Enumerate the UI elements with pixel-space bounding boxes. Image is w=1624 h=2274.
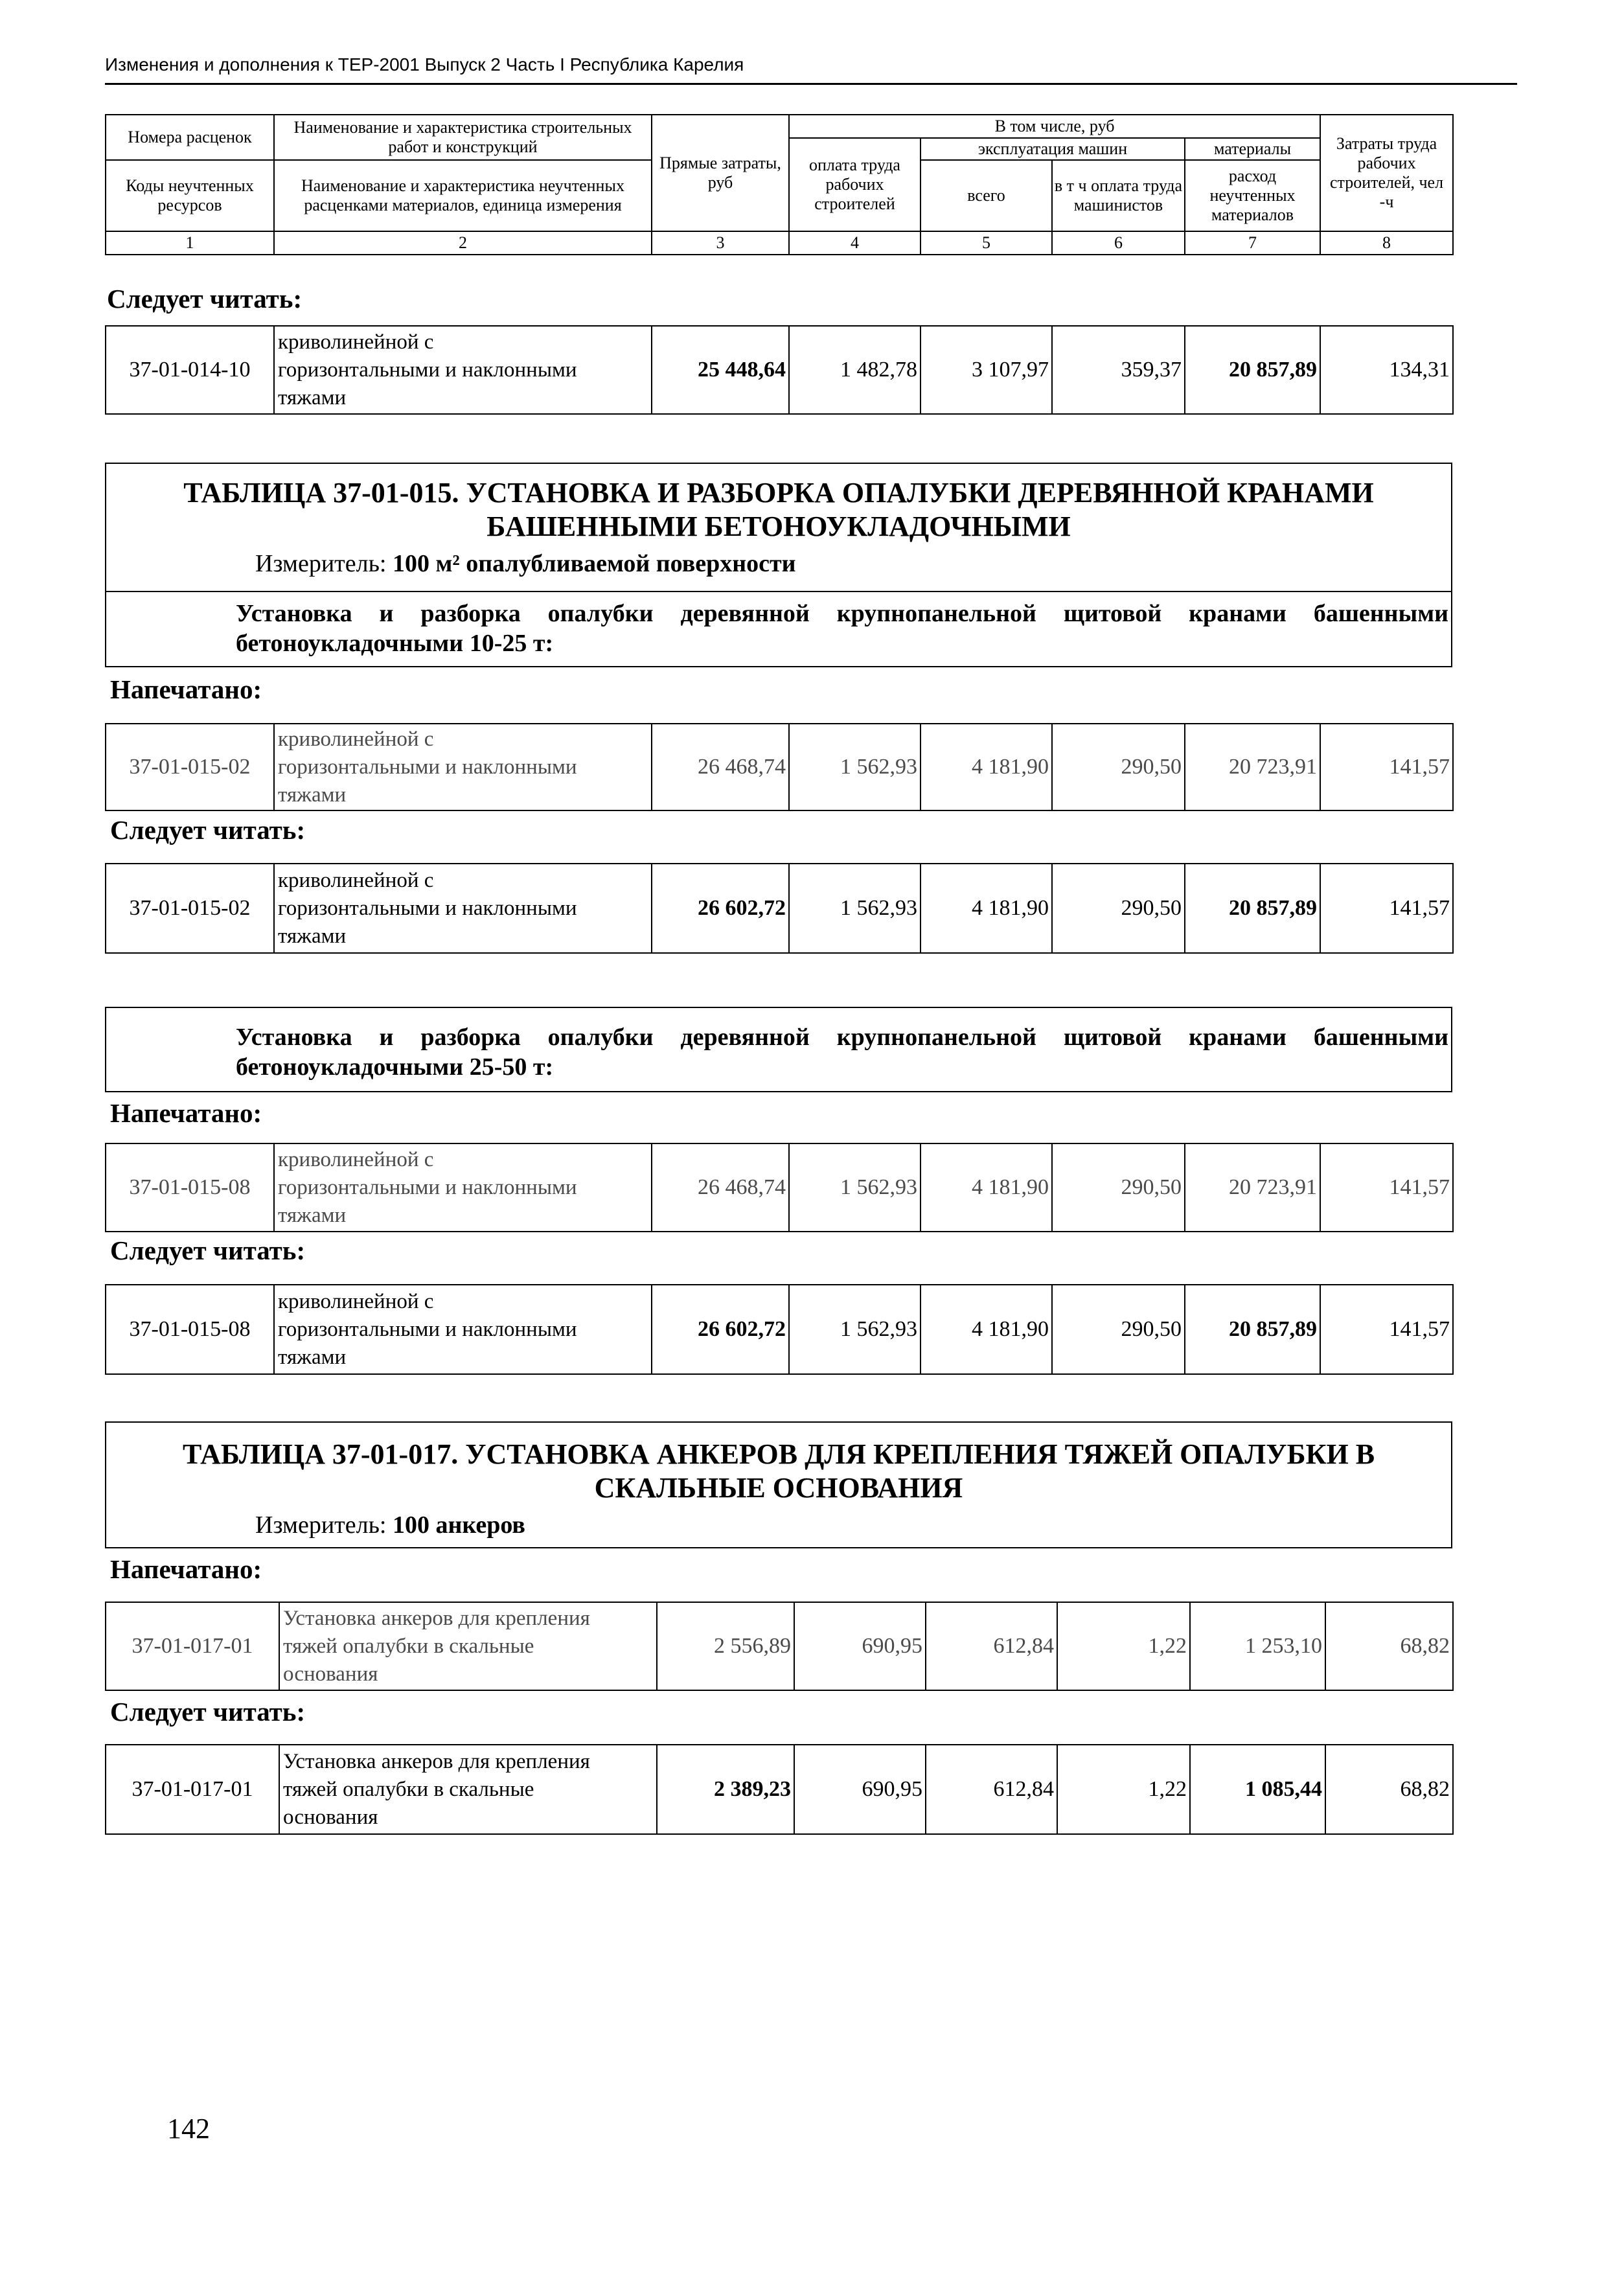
rate-name-line: тяжами xyxy=(278,1345,347,1369)
table-017-heading-box xyxy=(105,1421,1452,1548)
table-015-subtitle-box xyxy=(105,1007,1452,1092)
rate-name xyxy=(279,1602,657,1690)
header-col2-bottom: Наименование и характеристика неучтенных расценками материалов, единица измерения xyxy=(274,160,652,231)
direct-cost: 26 602,72 xyxy=(652,1285,789,1374)
running-head: Изменения и дополнения к ТЕР-2001 Выпуск 2 Часть I Республика Карелия xyxy=(105,54,744,75)
rate-name-line: тяжей опалубки в скальные xyxy=(283,1777,534,1801)
measurer-value: 100 м² опалубливаемой поверхности xyxy=(393,550,796,577)
header-col6: в т ч оплата труда машинистов xyxy=(1052,160,1185,231)
table-015-subtitle-b: Установка и разборка опалубки деревянной крупнопанельной щитовой кранами башенными бетоноукладочными 25-50 т: xyxy=(236,1024,1448,1081)
table-017-title-line1: ТАБЛИЦА 37-01-017. УСТАНОВКА АНКЕРОВ ДЛЯ КРЕПЛЕНИЯ ТЯЖЕЙ ОПАЛУБКИ В xyxy=(182,1438,1375,1470)
labor-hours: 141,57 xyxy=(1320,724,1453,810)
header-num: 6 xyxy=(1052,231,1185,255)
rate-row-017-01-read xyxy=(105,1744,1454,1835)
read-as-label: Следует читать: xyxy=(110,1235,306,1265)
rate-row-014-10 xyxy=(105,325,1454,415)
header-num: 4 xyxy=(789,231,921,255)
rate-name-line: горизонтальными и наклонными xyxy=(278,358,577,382)
operators-wage: 290,50 xyxy=(1052,1143,1185,1232)
rate-name-line: Установка анкеров для крепления xyxy=(283,1749,590,1773)
header-num: 1 xyxy=(106,231,274,255)
operators-wage: 290,50 xyxy=(1052,1285,1185,1374)
rate-name-line: тяжами xyxy=(278,1203,347,1227)
materials-cost: 20 857,89 xyxy=(1185,1285,1320,1374)
rate-row-015-02-printed xyxy=(105,723,1454,811)
labor-wage: 1 482,78 xyxy=(789,326,921,414)
materials-cost: 20 723,91 xyxy=(1185,1143,1320,1232)
materials-cost: 1 253,10 xyxy=(1190,1602,1325,1690)
rate-name-line: тяжами xyxy=(278,385,347,409)
labor-wage: 1 562,93 xyxy=(789,864,921,953)
rate-code: 37-01-014-10 xyxy=(106,326,274,414)
operators-wage: 290,50 xyxy=(1052,724,1185,810)
labor-wage: 1 562,93 xyxy=(789,1285,921,1374)
header-col8: Затраты труда рабочих строителей, чел -ч xyxy=(1320,115,1453,231)
rate-code: 37-01-015-08 xyxy=(106,1143,274,1232)
rate-code: 37-01-017-01 xyxy=(106,1745,279,1834)
materials-cost: 1 085,44 xyxy=(1190,1745,1325,1834)
labor-wage: 1 562,93 xyxy=(789,724,921,810)
labor-hours: 141,57 xyxy=(1320,1143,1453,1232)
direct-cost: 2 556,89 xyxy=(657,1602,794,1690)
direct-cost: 26 468,74 xyxy=(652,1143,789,1232)
rate-code: 37-01-015-02 xyxy=(106,724,274,810)
rate-row-017-01-printed xyxy=(105,1602,1454,1691)
labor-wage: 1 562,93 xyxy=(789,1143,921,1232)
header-num: 7 xyxy=(1185,231,1320,255)
table-017-measurer xyxy=(255,1511,525,1539)
machines-total: 612,84 xyxy=(926,1745,1057,1834)
machines-total: 612,84 xyxy=(926,1602,1057,1690)
table-015-title-line2: БАШЕННЫМИ БЕТОНОУКЛАДОЧНЫМИ xyxy=(486,511,1071,542)
materials-cost: 20 723,91 xyxy=(1185,724,1320,810)
rate-name-line: горизонтальными и наклонными xyxy=(278,1175,577,1199)
machines-total: 4 181,90 xyxy=(921,864,1052,953)
header-col7: расход неучтенных материалов xyxy=(1185,160,1320,231)
rate-row-015-08-printed xyxy=(105,1143,1454,1232)
materials-cost: 20 857,89 xyxy=(1185,864,1320,953)
direct-cost: 26 468,74 xyxy=(652,724,789,810)
machines-total: 4 181,90 xyxy=(921,1285,1052,1374)
rate-name-line: криволинейной с xyxy=(278,727,434,751)
direct-cost: 26 602,72 xyxy=(652,864,789,953)
table-015-title-line1: ТАБЛИЦА 37-01-015. УСТАНОВКА И РАЗБОРКА ОПАЛУБКИ ДЕРЕВЯННОЙ КРАНАМИ xyxy=(183,477,1374,509)
header-num: 3 xyxy=(652,231,789,255)
header-rule xyxy=(105,83,1517,85)
rate-name-line: криволинейной с xyxy=(278,1289,434,1313)
rate-code: 37-01-015-08 xyxy=(106,1285,274,1374)
rate-name-line: горизонтальными и наклонными xyxy=(278,755,577,779)
header-machines: эксплуатация машин xyxy=(921,138,1185,160)
operators-wage: 1,22 xyxy=(1057,1745,1190,1834)
rate-name xyxy=(274,724,652,810)
rate-name xyxy=(274,1143,652,1232)
header-col4: оплата труда рабочих строителей xyxy=(789,138,921,231)
operators-wage: 290,50 xyxy=(1052,864,1185,953)
page-number: 142 xyxy=(167,2113,210,2144)
labor-wage: 690,95 xyxy=(794,1602,926,1690)
rate-name-line: основания xyxy=(283,1662,378,1686)
rate-row-015-08-read xyxy=(105,1284,1454,1375)
read-as-label: Следует читать: xyxy=(110,815,306,845)
rate-code: 37-01-015-02 xyxy=(106,864,274,953)
rate-row-015-02-read xyxy=(105,863,1454,954)
rate-name xyxy=(274,326,652,414)
operators-wage: 359,37 xyxy=(1052,326,1185,414)
rate-name-line: криволинейной с xyxy=(278,330,434,354)
rate-name-line: Установка анкеров для крепления xyxy=(283,1606,590,1630)
header-group: В том числе, руб xyxy=(789,115,1320,138)
column-header-table xyxy=(105,114,1454,255)
header-col5: всего xyxy=(921,160,1052,231)
heading-divider xyxy=(106,591,1451,592)
printed-label: Напечатано: xyxy=(110,1098,262,1128)
machines-total: 4 181,90 xyxy=(921,724,1052,810)
header-col2-top: Наименование и характеристика строительных работ и конструкций xyxy=(274,115,652,160)
materials-cost: 20 857,89 xyxy=(1185,326,1320,414)
header-col1-top: Номера расценок xyxy=(106,115,274,160)
printed-label: Напечатано: xyxy=(110,674,262,704)
header-materials: материалы xyxy=(1185,138,1320,160)
rate-name-line: горизонтальными и наклонными xyxy=(278,896,577,920)
header-col1-bottom: Коды неучтенных ресурсов xyxy=(106,160,274,231)
operators-wage: 1,22 xyxy=(1057,1602,1190,1690)
machines-total: 4 181,90 xyxy=(921,1143,1052,1232)
rate-name-line: криволинейной с xyxy=(278,1147,434,1171)
rate-name xyxy=(274,864,652,953)
header-num: 8 xyxy=(1320,231,1453,255)
labor-hours: 68,82 xyxy=(1325,1602,1453,1690)
rate-name-line: криволинейной с xyxy=(278,868,434,892)
table-017-title-line2: СКАЛЬНЫЕ ОСНОВАНИЯ xyxy=(594,1472,963,1504)
rate-name-line: тяжами xyxy=(278,783,347,807)
labor-hours: 68,82 xyxy=(1325,1745,1453,1834)
machines-total: 3 107,97 xyxy=(921,326,1052,414)
table-015-heading-box xyxy=(105,463,1452,667)
labor-wage: 690,95 xyxy=(794,1745,926,1834)
rate-name-line: основания xyxy=(283,1805,378,1829)
header-col3: Прямые затраты, руб xyxy=(652,115,789,231)
rate-name-line: тяжей опалубки в скальные xyxy=(283,1634,534,1658)
labor-hours: 134,31 xyxy=(1320,326,1453,414)
direct-cost: 25 448,64 xyxy=(652,326,789,414)
measurer-value: 100 анкеров xyxy=(393,1511,525,1539)
direct-cost: 2 389,23 xyxy=(657,1745,794,1834)
rate-code: 37-01-017-01 xyxy=(106,1602,279,1690)
rate-name-line: горизонтальными и наклонными xyxy=(278,1317,577,1341)
table-015-subtitle-a: Установка и разборка опалубки деревянной крупнопанельной щитовой кранами башенными бетоноукладочными 10-25 т: xyxy=(236,600,1448,657)
measurer-label: Измеритель: xyxy=(255,1511,387,1539)
printed-label: Напечатано: xyxy=(110,1554,262,1584)
measurer-label: Измеритель: xyxy=(255,550,387,577)
rate-name xyxy=(274,1285,652,1374)
labor-hours: 141,57 xyxy=(1320,864,1453,953)
read-as-label: Следует читать: xyxy=(110,1697,306,1727)
header-num: 2 xyxy=(274,231,652,255)
rate-name xyxy=(279,1745,657,1834)
read-as-label: Следует читать: xyxy=(107,284,303,314)
header-num: 5 xyxy=(921,231,1052,255)
labor-hours: 141,57 xyxy=(1320,1285,1453,1374)
table-015-measurer xyxy=(255,549,796,578)
rate-name-line: тяжами xyxy=(278,924,347,948)
